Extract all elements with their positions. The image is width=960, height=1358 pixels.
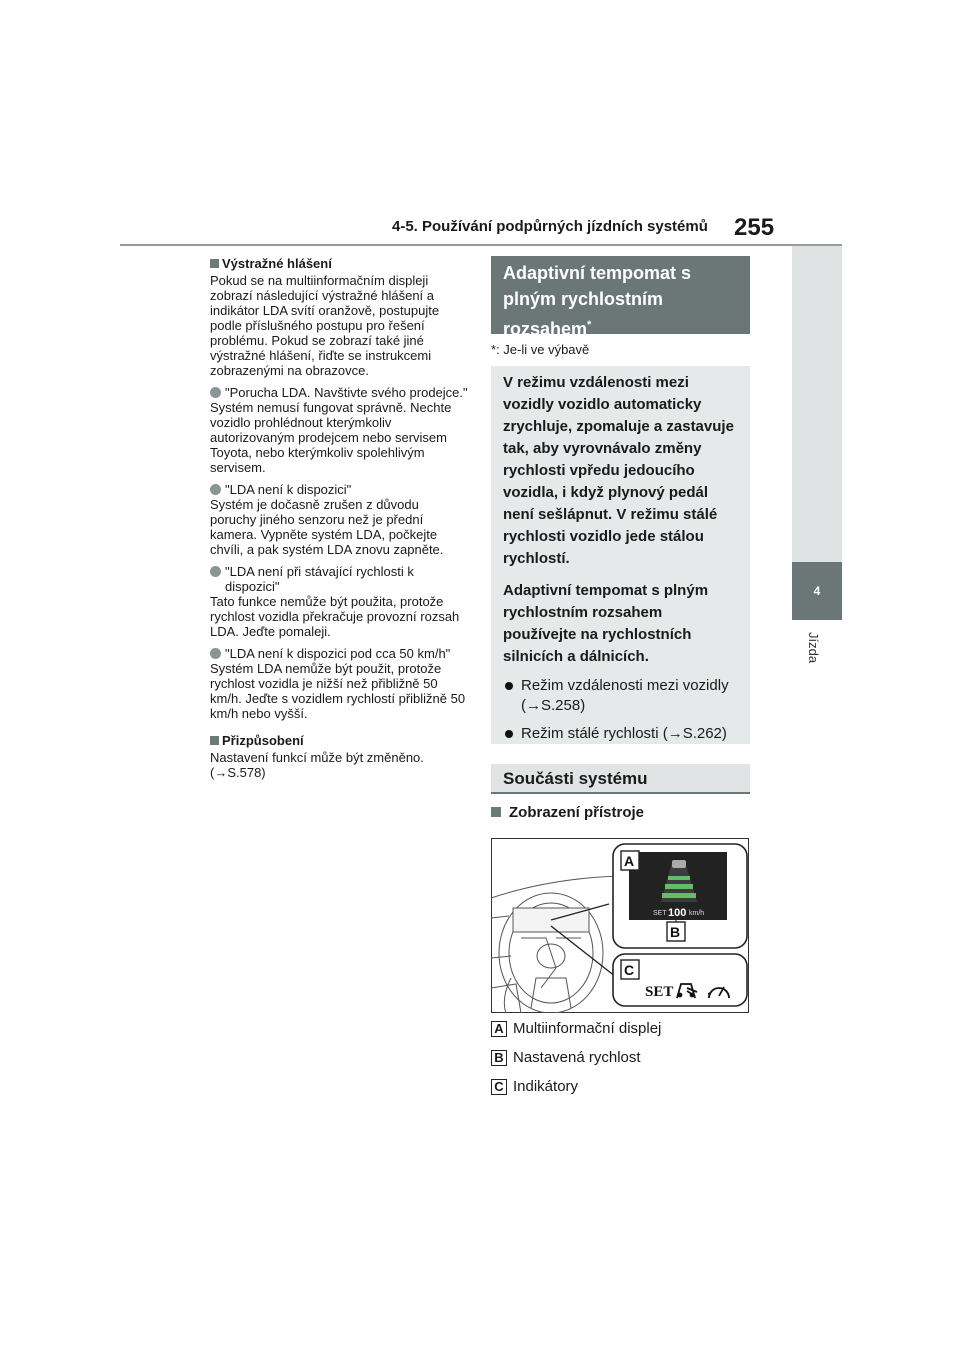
set-indicator: SET (645, 984, 674, 1000)
intro-text-2: Adaptivní tempomat s plným rychlostním rozsahem používejte na rychlostních silnicích a dálnicích. (503, 582, 709, 665)
message-item: "LDA není k dispozici" (210, 482, 468, 497)
footnote: *: Je-li ve výbavě (491, 342, 590, 357)
figure-unit: km/h (689, 910, 705, 917)
left-column (210, 256, 468, 780)
message-text: Tato funkce nemůže být použita, protože rychlost vozidla překračuje provozní rozsah LDA. Jeďte pomaleji. (210, 594, 460, 639)
page-number: 255 (734, 214, 775, 241)
section-title: 4-5. Používání podpůrných jízdních systémů (392, 218, 708, 235)
message-text: Systém LDA nemůže být použit, protože rychlost vozidla je nižší než přibližně 50 km/h. Jeďte s vozidlem rychlostí přibližně 50 km/h nebo vyšší. (210, 661, 466, 721)
instrument-figure (491, 838, 749, 1013)
parts-heading: Součásti systému (491, 764, 750, 794)
chapter-tab[interactable]: 4 (792, 562, 842, 620)
callout-b: B (670, 924, 681, 940)
message-item: "Porucha LDA. Navštivte svého prodejce." (210, 385, 468, 400)
warning-text: Pokud se na multiinformačním displeji zobrazí následující výstražné hlášení a indikátor LDA svítí oranžově, postupujte podle příslušného postupu pro řešení problému. Pokud se zobrazí také jiné výstražné hlášení, řiďte se instrukcemi zobrazenými na obrazovce. (210, 273, 440, 378)
message-item: "LDA není při stávající rychlosti k dispozici" (210, 564, 468, 594)
message-text: Systém nemusí fungovat správně. Nechte vozidlo prohlédnout kterýmkoliv autorizovaným prodejcem nebo servisem Toyota, nebo kterýmkoliv spolehlivým servisem. (210, 400, 452, 475)
message-text: Systém je dočasně zrušen z důvodu poruchy jiného senzoru než je přední kamera. Vypněte systém LDA, počkejte chvíli, a pak systém LDA znovu zapněte. (210, 497, 444, 557)
bullet-icon (505, 682, 513, 690)
intro-box (491, 366, 750, 744)
circle-bullet-icon (210, 648, 221, 659)
custom-text: Nastavení funkcí může být změněno. (210, 750, 424, 765)
figure-set-label: SET (653, 910, 667, 917)
instrument-heading: Zobrazení přístroje (491, 804, 644, 821)
custom-heading: Přizpůsobení (210, 733, 468, 748)
side-strip (792, 246, 842, 562)
legend-item-c: C Indikátory (491, 1078, 578, 1095)
circle-bullet-icon (210, 387, 221, 398)
bullet-icon (505, 730, 513, 738)
mode-item-distance[interactable]: Režim vzdálenosti mezi vozidly (→S.258) (503, 676, 738, 716)
warning-heading: Výstražné hlášení (210, 256, 468, 271)
header-rule (120, 244, 842, 246)
legend-item-a: A Multiinformační displej (491, 1020, 661, 1037)
intro-text: V režimu vzdálenosti mezi vozidly vozidlo automaticky zrychluje, zpomaluje a zastavuje tak, aby vyrovnávalo změny rychlosti vpředu jedoucího vozidla, i když plynový pedál není sešlápnut. V režimu stálé rychlosti vozidlo jede stálou rychlostí. (503, 374, 734, 567)
message-item: "LDA není k dispozici pod cca 50 km/h" (210, 646, 468, 661)
custom-ref-link[interactable]: (→S.578) (210, 765, 266, 780)
square-bullet-icon (210, 259, 219, 268)
mode-item-constant[interactable]: Režim stálé rychlosti (→S.262) (503, 724, 738, 744)
square-bullet-icon (210, 736, 219, 745)
callout-c: C (624, 962, 635, 978)
chapter-label: Jízda (806, 632, 821, 664)
figure-speed: 100 (668, 907, 687, 919)
circle-bullet-icon (210, 484, 221, 495)
legend-item-b: B Nastavená rychlost (491, 1049, 641, 1066)
square-bullet-icon (491, 807, 501, 817)
callout-a: A (624, 853, 635, 869)
acc-title-box: Adaptivní tempomat s plným rychlostním rozsahem* (491, 256, 750, 334)
circle-bullet-icon (210, 566, 221, 577)
